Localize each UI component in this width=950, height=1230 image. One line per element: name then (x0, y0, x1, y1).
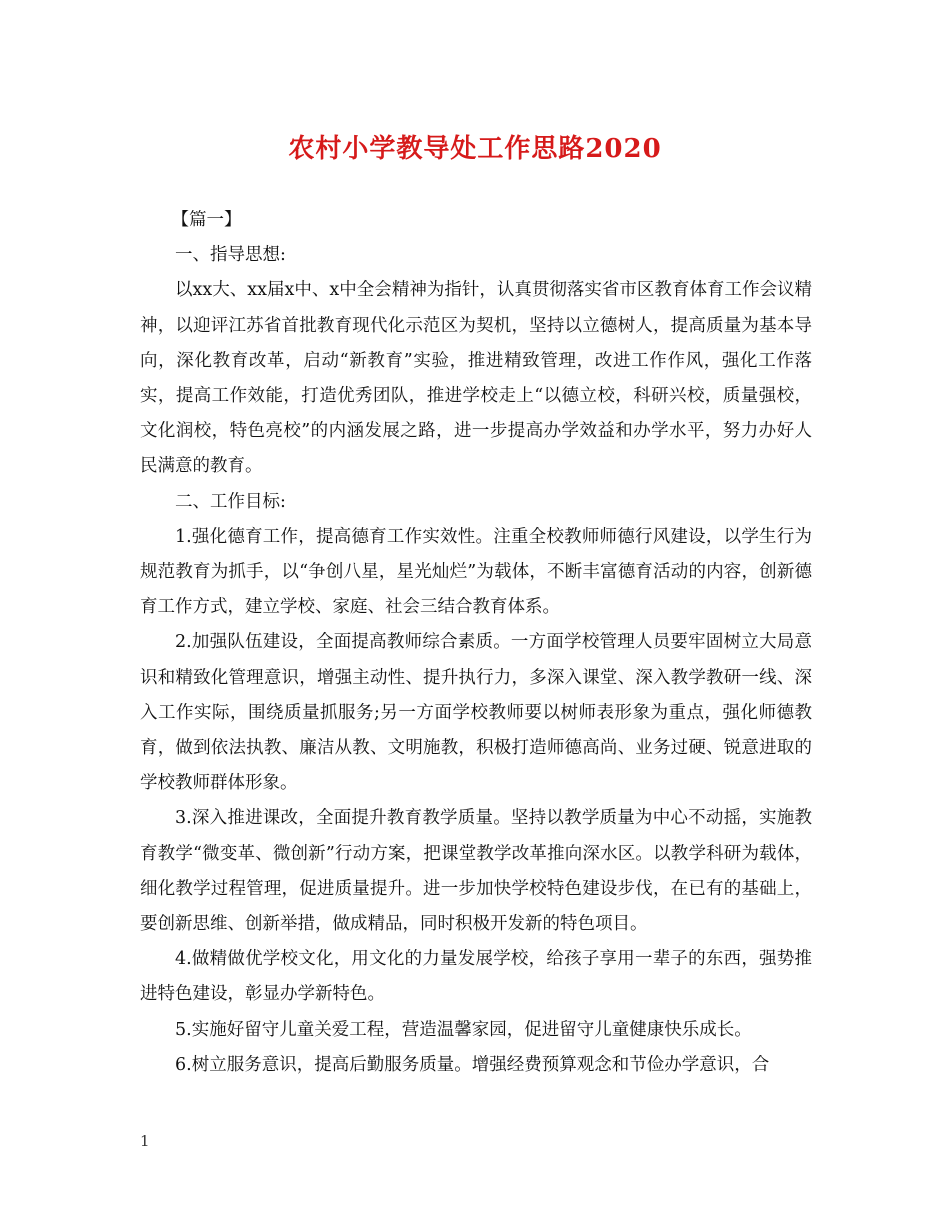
document-body (140, 203, 812, 1083)
heading-work-goals: 二、工作目标: (175, 491, 286, 512)
paragraph-goal-1: 1.强化德育工作，提高德育工作实效性。注重全校教师师德行风建设，以学生行为规范教育为抓手，以“争创八星，星光灿烂”为载体，不断丰富德育活动的内容，创新德育工作方式，建立学校、家庭、社会三结合教育体系。 (140, 526, 812, 618)
page-number: 1 (140, 1132, 150, 1150)
section-heading-part-one: 【篇一】 (171, 210, 242, 230)
document-title: 农村小学教导处工作思路2020 (288, 134, 662, 164)
paragraph-goal-5: 5.实施好留守儿童关爱工程，营造温馨家园，促进留守儿童健康快乐成长。 (175, 1019, 752, 1040)
paragraph-goal-4: 4.做精做优学校文化，用文化的力量发展学校，给孩子享用一辈子的东西，强势推进特色建设，彰显办学新特色。 (140, 949, 812, 1005)
paragraph-guiding-thought: 以xx大、xx届x中、x中全会精神为指针，认真贯彻落实省市区教育体育工作会议精神，以迎评江苏省首批教育现代化示范区为契机，坚持以立德树人，提高质量为基本导向，深化教育改革，启动“新教育”实验，推进精致管理，改进工作作风，强化工作落实，提高工作效能，打造优秀团队，推进学校走上“以德立校，科研兴校，质量强校，文化润校，特色亮校”的内涵发展之路，进一步提高办学效益和办学水平，努力办好人民满意的教育。 (140, 280, 812, 477)
paragraph-goal-3: 3.深入推进课改，全面提升教育教学质量。坚持以教学质量为中心不动摇，实施教育教学“微变革、微创新”行动方案，把课堂教学改革推向深水区。以教学科研为载体，细化教学过程管理，促进质量提升。进一步加快学校特色建设步伐，在已有的基础上，要创新思维、创新举措，做成精品，同时积极开发新的特色项目。 (140, 808, 812, 935)
heading-guiding-thought: 一、指导思想: (175, 245, 286, 266)
paragraph-goal-6: 6.树立服务意识，提高后勤服务质量。增强经费预算观念和节俭办学意识，合 (175, 1054, 770, 1075)
paragraph-goal-2: 2.加强队伍建设，全面提高教师综合素质。一方面学校管理人员要牢固树立大局意识和精致化管理意识，增强主动性、提升执行力，多深入课堂、深入教学教研一线、深入工作实际，围绕质量抓服务;另一方面学校教师要以树师表形象为重点，强化师德教育，做到依法执教、廉洁从教、文明施教，积极打造师德高尚、业务过硬、锐意进取的学校教师群体形象。 (140, 632, 812, 794)
